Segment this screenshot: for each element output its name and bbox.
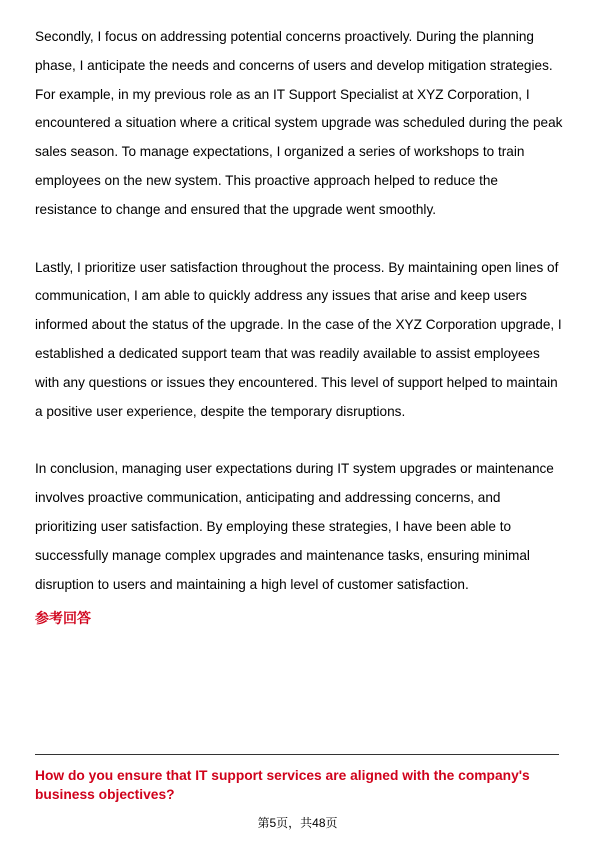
paragraph-conclusion: In conclusion, managing user expectations during IT system upgrades or maintenance involves proactive communication, anticipating and addressing concerns, and prioritizing user satisfaction. By employing these strategies, I have been able to successfully manage complex upgrades and maintenance tasks, ensuring minimal disruption to users and maintaining a high level of customer satisfaction. (35, 461, 554, 592)
next-question-heading: How do you ensure that IT support services are aligned with the company's business objectives? (35, 768, 530, 802)
reference-answer-heading: 参考回答 (35, 610, 91, 627)
document-body (35, 23, 563, 628)
section-divider (35, 754, 559, 755)
paragraph-lastly: Lastly, I prioritize user satisfaction throughout the process. By maintaining open lines of communication, I am able to quickly address any issues that arise and keep users informed about the status of the upgrade. In the case of the XYZ Corporation upgrade, I established a dedicated support team that was readily available to assist employees with any questions or issues they encountered. This level of support helped to maintain a positive user experience, despite the temporary disruptions. (35, 259, 562, 419)
paragraph-secondly: Secondly, I focus on addressing potential concerns proactively. During the planning phase, I anticipate the needs and concerns of users and develop mitigation strategies. For example, in my previous role as an IT Support Specialist at XYZ Corporation, I encountered a situation where a critical system upgrade was scheduled during the peak sales season. To manage expectations, I organized a series of workshops to train employees on the new system. This proactive approach helped to reduce the resistance to change and ensured that the upgrade went smoothly. (35, 29, 563, 217)
page-number-footer: 第5页，共48页 (257, 816, 338, 830)
